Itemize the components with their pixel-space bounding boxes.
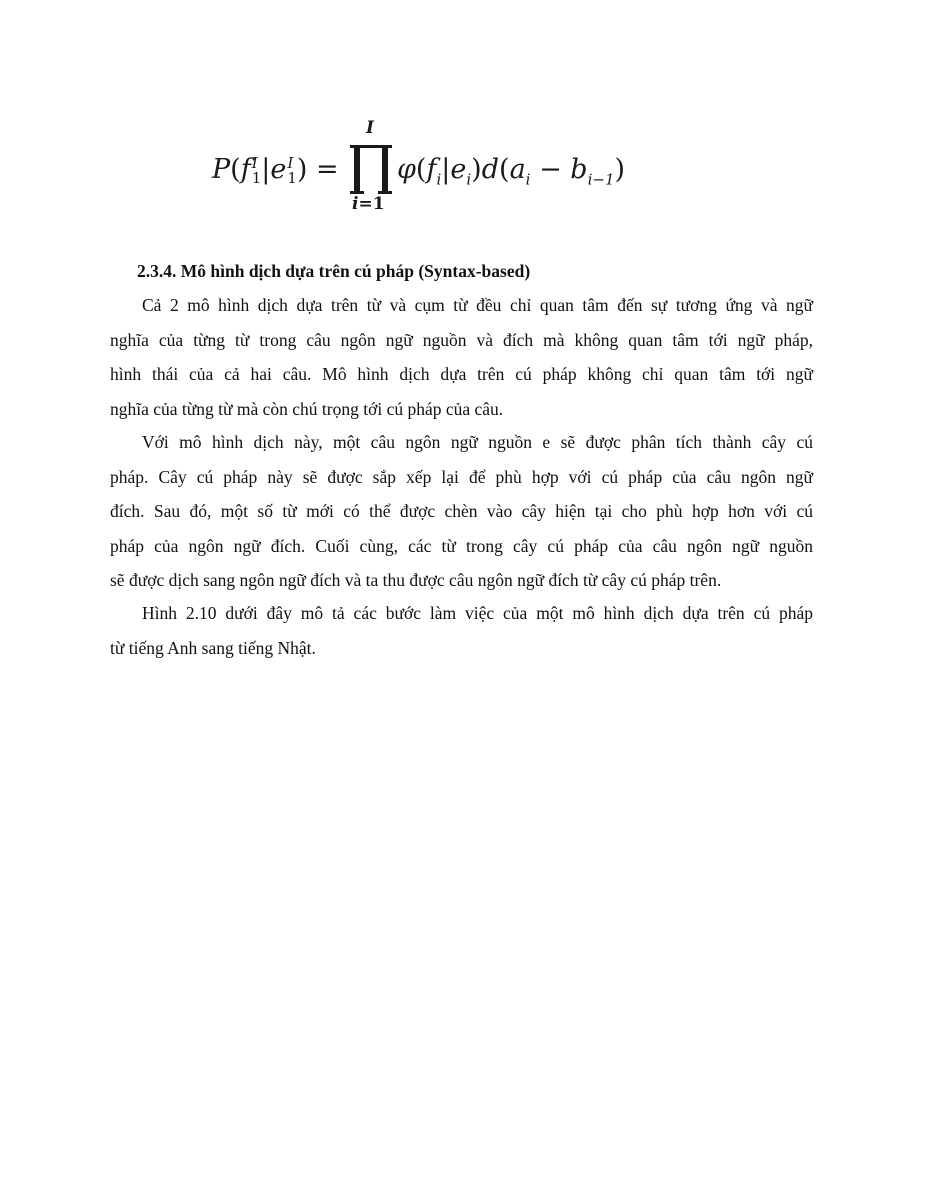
product-lower-limit: i=1 — [352, 194, 385, 214]
text-line: pháp của ngôn ngữ đích. Cuối cùng, các từ trong cây cú pháp của câu ngôn ngữ nguồn — [110, 535, 813, 556]
product-symbol-icon — [348, 142, 394, 194]
formula-lhs: P(f I 1 |e I 1 ) = — [212, 153, 339, 187]
text-line: Với mô hình dịch này, một câu ngôn ngữ nguồn e sẽ được phân tích thành cây cú — [142, 432, 813, 452]
text-line: sẽ được dịch sang ngôn ngữ đích và ta thu được câu ngôn ngữ đích từ cây cú pháp trên. — [110, 570, 722, 590]
product-upper-limit: I — [366, 118, 374, 138]
text-line: Cả 2 mô hình dịch dựa trên từ và cụm từ đều chỉ quan tâm đến sự tương ứng và ngữ — [142, 295, 813, 315]
paragraph-1 — [110, 288, 813, 426]
section-heading: 2.3.4. Mô hình dịch dựa trên cú pháp (Syntax-based) — [137, 261, 531, 281]
text-line: nghĩa của từng từ mà còn chú trọng tới cú pháp của câu. — [110, 398, 504, 419]
probability-formula — [212, 118, 642, 218]
text-line: pháp. Cây cú pháp này sẽ được sắp xếp lại để phù hợp với cú pháp của câu ngôn ngữ — [110, 466, 813, 487]
text-line: từ tiếng Anh sang tiếng Nhật. — [110, 637, 316, 658]
text-line: hình thái của cả hai câu. Mô hình dịch dựa trên cú pháp không chỉ quan tâm tới ngữ — [110, 364, 813, 384]
text-line: nghĩa của từng từ trong câu ngôn ngữ nguồn và đích mà không quan tâm tới ngữ pháp, — [110, 329, 813, 350]
paragraph-3 — [110, 596, 813, 665]
paragraph-2 — [110, 425, 813, 598]
formula-rhs: $\varphi(f_i|e_i)d(a_i - b_{i-1})$ — [397, 154, 626, 189]
text-line: đích. Sau đó, một số từ mới có thể được chèn vào cây hiện tại cho phù hợp hơn với cú — [110, 501, 813, 521]
text-line: Hình 2.10 dưới đây mô tả các bước làm việc của một mô hình dịch dựa trên cú pháp — [142, 603, 813, 623]
